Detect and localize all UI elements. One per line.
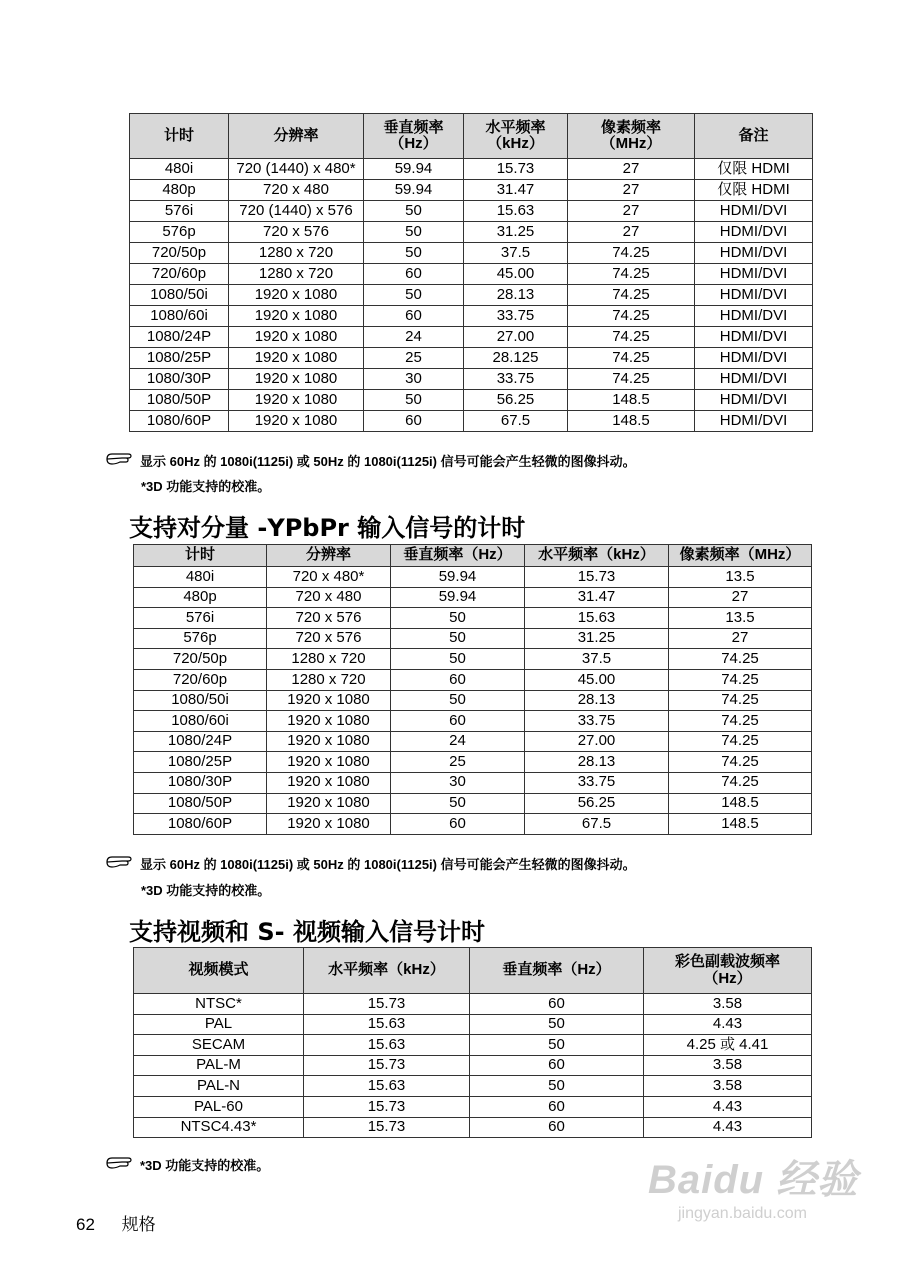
table-cell: 67.5	[464, 411, 568, 432]
table-cell: 67.5	[525, 814, 669, 835]
column-header: 水平频率 （kHz）	[464, 114, 568, 159]
table-row	[130, 285, 813, 306]
table-cell: 27	[568, 180, 695, 201]
table-cell: 720 x 576	[267, 628, 391, 649]
table-cell: 480p	[130, 180, 229, 201]
table-cell: 1920 x 1080	[267, 711, 391, 732]
table-row	[134, 711, 812, 732]
table-row	[130, 369, 813, 390]
table-cell: 59.94	[391, 587, 525, 608]
table-cell: 576i	[130, 201, 229, 222]
table-cell: 74.25	[669, 649, 812, 670]
table-cell: 28.13	[525, 690, 669, 711]
table-cell: 1080/25P	[134, 752, 267, 773]
table-cell: 15.63	[464, 201, 568, 222]
table-cell: PAL-M	[134, 1055, 304, 1076]
table-cell: 15.73	[525, 567, 669, 588]
table-cell: HDMI/DVI	[695, 369, 813, 390]
table-cell: 50	[391, 628, 525, 649]
watermark-url: jingyan.baidu.com	[678, 1205, 807, 1222]
table-row	[134, 1035, 812, 1056]
column-header: 彩色副载波频率 （Hz）	[644, 948, 812, 994]
pointing-hand-icon	[106, 854, 134, 873]
table-cell: 720/60p	[134, 669, 267, 690]
table-cell: 50	[364, 243, 464, 264]
table-cell: HDMI/DVI	[695, 411, 813, 432]
table-row	[134, 690, 812, 711]
video-timing-table	[133, 947, 812, 1138]
table-cell: 50	[470, 1014, 644, 1035]
table-cell: 720 x 576	[229, 222, 364, 243]
table-cell: 15.73	[304, 1117, 470, 1138]
table-cell: HDMI/DVI	[695, 222, 813, 243]
table-cell: NTSC*	[134, 994, 304, 1015]
table-row	[134, 1076, 812, 1097]
table-row	[134, 628, 812, 649]
table-cell: 60	[470, 1055, 644, 1076]
table-cell: 25	[364, 348, 464, 369]
table-cell: 74.25	[568, 243, 695, 264]
table-row	[134, 1014, 812, 1035]
table-cell: 50	[470, 1035, 644, 1056]
table-cell: 1080/60P	[134, 814, 267, 835]
table-cell: 27	[568, 201, 695, 222]
table-cell: 1920 x 1080	[229, 306, 364, 327]
table-cell: 1280 x 720	[267, 669, 391, 690]
table-cell: 1920 x 1080	[229, 348, 364, 369]
table-row	[130, 306, 813, 327]
column-header: 分辨率	[229, 114, 364, 159]
table-cell: HDMI/DVI	[695, 201, 813, 222]
table-cell: 1080/30P	[134, 772, 267, 793]
table-cell: 60	[470, 1117, 644, 1138]
table-cell: HDMI/DVI	[695, 285, 813, 306]
table-cell: 1080/25P	[130, 348, 229, 369]
table-cell: 1080/50P	[130, 390, 229, 411]
column-header: 计时	[134, 545, 267, 567]
table-cell: 576i	[134, 608, 267, 629]
table-cell: 60	[364, 264, 464, 285]
table-cell: 31.47	[464, 180, 568, 201]
table-row	[134, 731, 812, 752]
table-row	[134, 649, 812, 670]
column-header: 垂直频率 （Hz）	[364, 114, 464, 159]
table-cell: 50	[364, 285, 464, 306]
table-row	[134, 814, 812, 835]
table2-note: 显示 60Hz 的 1080i(1125i) 或 50Hz 的 1080i(1125i) 信号可能会产生轻微的图像抖动。	[106, 854, 636, 873]
watermark	[648, 1148, 858, 1223]
table-cell: 1080/30P	[130, 369, 229, 390]
table-cell: 576p	[130, 222, 229, 243]
table-cell: SECAM	[134, 1035, 304, 1056]
table-cell: 480p	[134, 587, 267, 608]
table1-sub-note: *3D 功能支持的校准。	[141, 479, 271, 494]
column-header: 视频模式	[134, 948, 304, 994]
table-row	[134, 994, 812, 1015]
table-cell: 15.73	[304, 994, 470, 1015]
ypbpr-timing-table	[133, 544, 812, 835]
table-row	[130, 243, 813, 264]
table-cell: 27	[669, 587, 812, 608]
table-cell: 74.25	[568, 264, 695, 285]
table-cell: 50	[364, 201, 464, 222]
table-cell: 3.58	[644, 1076, 812, 1097]
table-cell: 13.5	[669, 567, 812, 588]
table-cell: 28.125	[464, 348, 568, 369]
table-cell: 1920 x 1080	[267, 814, 391, 835]
watermark-logo: Baidu 经验	[648, 1158, 859, 1202]
table-cell: 1080/50P	[134, 793, 267, 814]
table-cell: 15.63	[304, 1076, 470, 1097]
hdmi-timing-table	[129, 113, 813, 432]
table-cell: 74.25	[669, 752, 812, 773]
table-cell: 1280 x 720	[229, 264, 364, 285]
table-cell: 25	[391, 752, 525, 773]
column-header: 水平频率（kHz）	[304, 948, 470, 994]
table-row	[134, 1055, 812, 1076]
pointing-hand-icon	[106, 1155, 134, 1174]
table-cell: 1080/50i	[134, 690, 267, 711]
table-row	[130, 411, 813, 432]
table-cell: 1080/24P	[130, 327, 229, 348]
table-cell: 480i	[134, 567, 267, 588]
table-cell: 74.25	[669, 731, 812, 752]
table-cell: 720 (1440) x 480*	[229, 159, 364, 180]
table-cell: 576p	[134, 628, 267, 649]
table-row	[130, 390, 813, 411]
table-cell: HDMI/DVI	[695, 348, 813, 369]
table-cell: 74.25	[568, 369, 695, 390]
table-cell: 148.5	[669, 793, 812, 814]
table-cell: PAL	[134, 1014, 304, 1035]
table-cell: 24	[364, 327, 464, 348]
table-cell: 59.94	[364, 180, 464, 201]
table-cell: 3.58	[644, 994, 812, 1015]
table-cell: HDMI/DVI	[695, 306, 813, 327]
table-cell: 50	[391, 649, 525, 670]
table-cell: 1280 x 720	[267, 649, 391, 670]
table-cell: 720 (1440) x 576	[229, 201, 364, 222]
table-cell: 27	[568, 159, 695, 180]
table-row	[130, 159, 813, 180]
table1-note: 显示 60Hz 的 1080i(1125i) 或 50Hz 的 1080i(1125i) 信号可能会产生轻微的图像抖动。	[106, 451, 636, 470]
table-cell: 60	[364, 411, 464, 432]
table-cell: 60	[391, 669, 525, 690]
table-cell: 1920 x 1080	[229, 327, 364, 348]
table-cell: 56.25	[525, 793, 669, 814]
table-cell: 1080/24P	[134, 731, 267, 752]
column-header: 备注	[695, 114, 813, 159]
table-cell: 27.00	[464, 327, 568, 348]
table-cell: 720 x 576	[267, 608, 391, 629]
table-cell: 24	[391, 731, 525, 752]
table-cell: 15.73	[304, 1055, 470, 1076]
table-cell: 33.75	[464, 306, 568, 327]
table-cell: 45.00	[464, 264, 568, 285]
table-row	[130, 264, 813, 285]
table-cell: 60	[391, 814, 525, 835]
table-cell: 74.25	[568, 306, 695, 327]
table-cell: 50	[391, 608, 525, 629]
table-cell: 74.25	[669, 669, 812, 690]
table-cell: 74.25	[669, 690, 812, 711]
column-header: 分辨率	[267, 545, 391, 567]
table-cell: 33.75	[464, 369, 568, 390]
section3-title: 支持视频和 S- 视频输入信号计时	[129, 918, 485, 946]
table-cell: NTSC4.43*	[134, 1117, 304, 1138]
table-cell: 1920 x 1080	[267, 772, 391, 793]
table-row	[134, 669, 812, 690]
table-row	[134, 587, 812, 608]
column-header: 计时	[130, 114, 229, 159]
table-cell: 3.58	[644, 1055, 812, 1076]
column-header: 垂直频率（Hz）	[391, 545, 525, 567]
table-cell: 28.13	[464, 285, 568, 306]
table-cell: 56.25	[464, 390, 568, 411]
table-row	[130, 327, 813, 348]
table-cell: 1920 x 1080	[267, 793, 391, 814]
table-cell: 720 x 480*	[267, 567, 391, 588]
table-cell: 31.47	[525, 587, 669, 608]
table-cell: 74.25	[568, 348, 695, 369]
table-cell: 15.73	[464, 159, 568, 180]
table-cell: 60	[470, 1096, 644, 1117]
table-cell: 148.5	[568, 390, 695, 411]
table-cell: 1920 x 1080	[229, 390, 364, 411]
table-row	[134, 608, 812, 629]
table-cell: 50	[391, 793, 525, 814]
page-number: 62	[76, 1215, 95, 1234]
table-cell: 50	[391, 690, 525, 711]
table-row	[134, 752, 812, 773]
table-cell: PAL-60	[134, 1096, 304, 1117]
table-cell: 1080/60i	[134, 711, 267, 732]
table-cell: PAL-N	[134, 1076, 304, 1097]
table-cell: 4.43	[644, 1117, 812, 1138]
table-cell: 50	[470, 1076, 644, 1097]
table-cell: 50	[364, 390, 464, 411]
table-cell: 仅限 HDMI	[695, 159, 813, 180]
table-cell: 15.63	[304, 1035, 470, 1056]
table-cell: 15.63	[304, 1014, 470, 1035]
table-cell: 720/50p	[134, 649, 267, 670]
table-cell: HDMI/DVI	[695, 264, 813, 285]
table-cell: 27.00	[525, 731, 669, 752]
table-cell: 74.25	[669, 772, 812, 793]
table-cell: HDMI/DVI	[695, 243, 813, 264]
table-row	[134, 793, 812, 814]
table-row	[134, 1117, 812, 1138]
table-row	[134, 567, 812, 588]
table-cell: 720 x 480	[229, 180, 364, 201]
table-row	[130, 201, 813, 222]
table-cell: HDMI/DVI	[695, 327, 813, 348]
table-cell: 仅限 HDMI	[695, 180, 813, 201]
table-cell: 1920 x 1080	[267, 731, 391, 752]
table-row	[130, 348, 813, 369]
column-header: 水平频率（kHz）	[525, 545, 669, 567]
table-cell: 30	[391, 772, 525, 793]
page-footer	[76, 1210, 178, 1235]
table-cell: 15.63	[525, 608, 669, 629]
table-cell: 720/60p	[130, 264, 229, 285]
table-cell: 4.43	[644, 1014, 812, 1035]
table-cell: HDMI/DVI	[695, 390, 813, 411]
table-cell: 1280 x 720	[229, 243, 364, 264]
table-cell: 37.5	[464, 243, 568, 264]
table-cell: 74.25	[568, 327, 695, 348]
table-cell: 37.5	[525, 649, 669, 670]
table-cell: 720/50p	[130, 243, 229, 264]
table-cell: 31.25	[525, 628, 669, 649]
table-cell: 74.25	[669, 711, 812, 732]
table-cell: 4.25 或 4.41	[644, 1035, 812, 1056]
table-cell: 148.5	[568, 411, 695, 432]
table3-note: *3D 功能支持的校准。	[106, 1155, 269, 1174]
table-cell: 148.5	[669, 814, 812, 835]
table-row	[130, 180, 813, 201]
table-cell: 50	[364, 222, 464, 243]
table-cell: 1920 x 1080	[267, 690, 391, 711]
table-row	[134, 772, 812, 793]
table-cell: 33.75	[525, 711, 669, 732]
table-cell: 1080/50i	[130, 285, 229, 306]
table-cell: 59.94	[364, 159, 464, 180]
table-cell: 4.43	[644, 1096, 812, 1117]
table-row	[130, 222, 813, 243]
pointing-hand-icon	[106, 451, 134, 470]
table-cell: 15.73	[304, 1096, 470, 1117]
table-cell: 60	[364, 306, 464, 327]
table-cell: 1080/60i	[130, 306, 229, 327]
table-cell: 30	[364, 369, 464, 390]
table-cell: 27	[669, 628, 812, 649]
table-cell: 27	[568, 222, 695, 243]
section2-title: 支持对分量 -YPbPr 输入信号的计时	[129, 514, 526, 542]
table-cell: 1920 x 1080	[229, 369, 364, 390]
table-cell: 13.5	[669, 608, 812, 629]
table-cell: 59.94	[391, 567, 525, 588]
table-cell: 74.25	[568, 285, 695, 306]
column-header: 像素频率（MHz）	[669, 545, 812, 567]
table-cell: 45.00	[525, 669, 669, 690]
table-cell: 60	[470, 994, 644, 1015]
column-header: 像素频率 （MHz）	[568, 114, 695, 159]
column-header: 垂直频率（Hz）	[470, 948, 644, 994]
table-cell: 28.13	[525, 752, 669, 773]
table-cell: 33.75	[525, 772, 669, 793]
table-row	[134, 1096, 812, 1117]
table2-sub-note: *3D 功能支持的校准。	[141, 883, 271, 898]
table-cell: 31.25	[464, 222, 568, 243]
table-cell: 1080/60P	[130, 411, 229, 432]
section-name: 规格	[121, 1215, 156, 1234]
table-cell: 480i	[130, 159, 229, 180]
table-cell: 1920 x 1080	[229, 411, 364, 432]
table-cell: 1920 x 1080	[229, 285, 364, 306]
table-cell: 60	[391, 711, 525, 732]
table-cell: 720 x 480	[267, 587, 391, 608]
table-cell: 1920 x 1080	[267, 752, 391, 773]
